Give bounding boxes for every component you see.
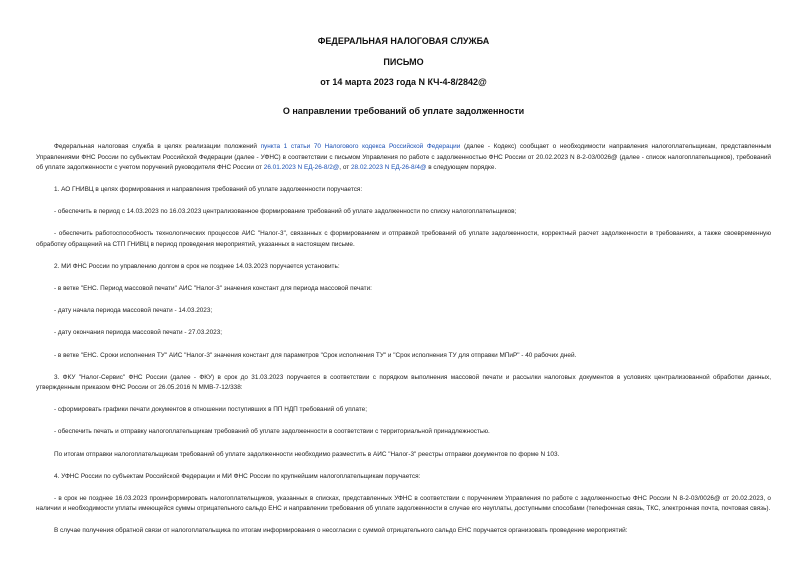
paragraph: - в ветке "ЕНС. Период массовой печати" АИС "Налог-3" значения констант для периода массовой печати: bbox=[54, 285, 372, 293]
paragraph: - в ветке "ЕНС. Сроки исполнения ТУ" АИС "Налог-3" значения констант для параметров "Срок исполнения ТУ" и "Срок исполнения ТУ для отправки МПиР" - 40 рабочих дней. bbox=[54, 351, 577, 359]
paragraph-intro bbox=[36, 142, 771, 174]
document-body bbox=[36, 142, 771, 548]
document-type: ПИСЬМО bbox=[383, 57, 424, 67]
document-number: от 14 марта 2023 года N КЧ-4-8/2842@ bbox=[320, 77, 487, 87]
order-link-2[interactable]: 28.02.2023 N ЕД-26-8/4@ bbox=[350, 164, 427, 172]
paragraph: - обеспечить работоспособность технологических процессов АИС "Налог-3", связанных с формированием и отправкой требований об уплате задолженности, корректный расчет задолженности в требованиях, а также своевременную обработку обращений на СТП ГНИВЦ в период проведения мероприятий, указанных в настоящем письме. bbox=[36, 230, 771, 249]
paragraph: - в срок не позднее 16.03.2023 проинформировать налогоплательщиков, указанных в списках, представленных УФНС в соответствии с поручением Управления по работе с задолженностью ФНС России N 8-2-03/0026@ от 20.02.2023, о наличии и необходимости уплаты имеющейся суммы отрицательного сальдо ЕНС и направлении требования об уплате задолженности в случае его неуплаты, доступными способами (телефонная связь, ТКС, электронная почта, почтовая связь). bbox=[36, 494, 771, 513]
paragraph: - дату окончания периода массовой печати - 27.03.2023; bbox=[54, 329, 223, 337]
paragraph: 2. МИ ФНС России по управлению долгом в срок не позднее 14.03.2023 поручается установить: bbox=[54, 263, 340, 271]
paragraph: - дату начала периода массовой печати - 14.03.2023; bbox=[54, 307, 213, 315]
paragraph: - сформировать графики печати документов в отношении поступивших в ПП НДП требований об уплате; bbox=[54, 406, 367, 414]
order-link-1[interactable]: 26.01.2023 N ЕД-26-8/2@ bbox=[263, 164, 340, 172]
organization-title: ФЕДЕРАЛЬНАЯ НАЛОГОВАЯ СЛУЖБА bbox=[317, 36, 490, 46]
intro-text-2: (далее - Кодекс) сообщает о необходимости направления налогоплательщикам, представленным Управлениями ФНС России по субъектам Российской Федерации (далее - УФНС) в соответствии с письмом Управления по работе с задолженностью ФНС России от 20.02.2023 N 8-2-03/0026@ (далее - список налогоплательщиков), требований об уплате задолженности с учетом поручений руководителя ФНС России от bbox=[36, 143, 772, 172]
paragraph: - обеспечить в период с 14.03.2023 по 16.03.2023 централизованное формирование требований об уплате задолженности по списку налогоплательщиков; bbox=[54, 208, 517, 216]
intro-text-1: Федеральная налоговая служба в целях реализации положений bbox=[54, 143, 261, 150]
document-subject: О направлении требований об уплате задолженности bbox=[282, 106, 525, 116]
tax-code-link[interactable]: пункта 1 статьи 70 Налогового кодекса Российской Федерации bbox=[260, 143, 461, 150]
intro-text-4: в следующем порядке. bbox=[426, 164, 497, 172]
paragraph: В случае получения обратной связи от налогоплательщика по итогам информирования о несогласии с суммой отрицательного сальдо ЕНС поручается организовать проведение мероприятий: bbox=[54, 527, 628, 535]
intro-text-3: , от bbox=[339, 164, 351, 172]
paragraph: 1. АО ГНИВЦ в целях формирования и направления требований об уплате задолженности поручается: bbox=[54, 186, 363, 194]
paragraph: - обеспечить печать и отправку налогоплательщикам требований об уплате задолженности в соответствии с территориальной принадлежностью. bbox=[54, 428, 490, 436]
paragraph: 3. ФКУ "Налог-Сервис" ФНС России (далее - ФКУ) в срок до 31.03.2023 поручается в соответствии с порядком выполнения массовой печати и рассылки налоговых документов в условиях централизованной обработки данных, утвержденным приказом ФНС России от 26.05.2016 N ММВ-7-12/338: bbox=[36, 373, 771, 392]
paragraph: 4. УФНС России по субъектам Российской Федерации и МИ ФНС России по крупнейшим налогоплательщикам поручается: bbox=[54, 472, 421, 480]
paragraph: По итогам отправки налогоплательщикам требований об уплате задолженности необходимо разместить в АИС "Налог-3" реестры отправки документов по форме N 103. bbox=[54, 450, 560, 458]
